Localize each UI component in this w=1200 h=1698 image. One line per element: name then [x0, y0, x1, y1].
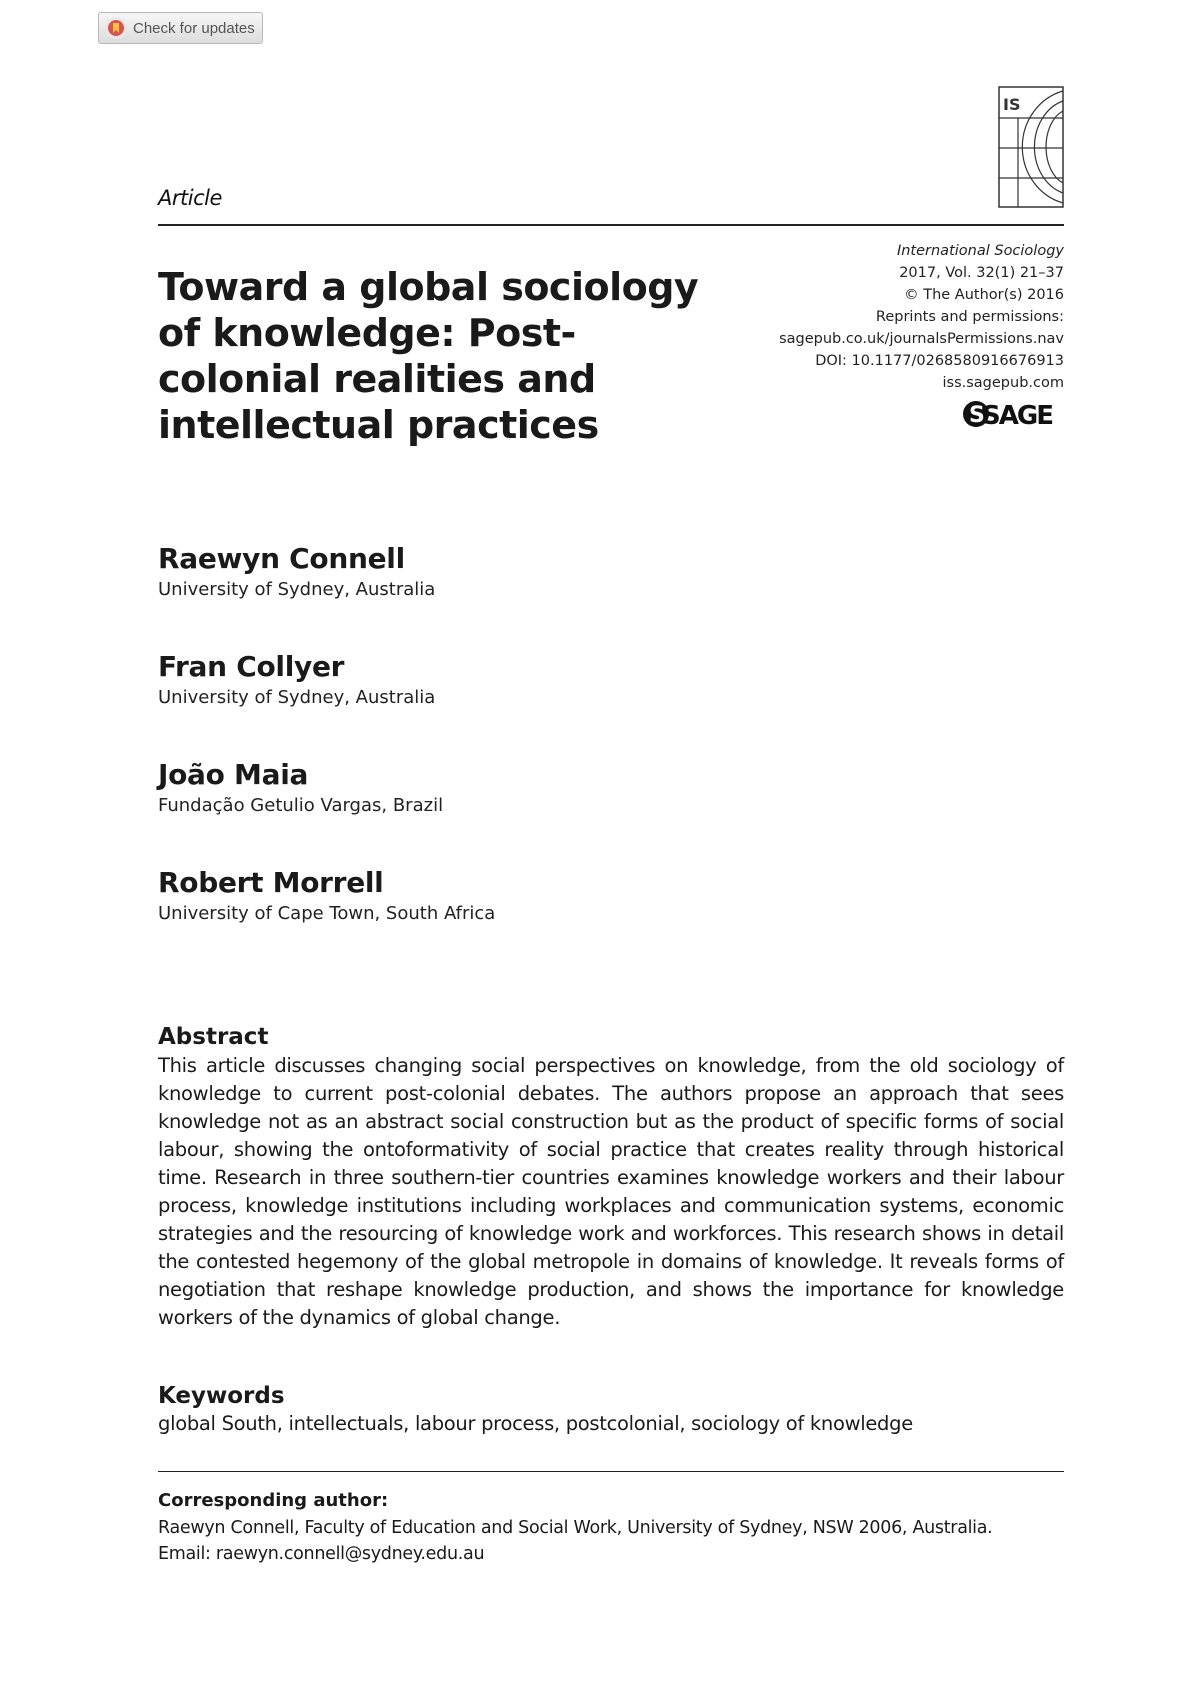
svg-text:S: S — [969, 403, 985, 428]
journal-logo — [998, 86, 1064, 208]
permissions-link[interactable]: sagepub.co.uk/journalsPermissions.nav — [779, 331, 1064, 347]
author-name: João Maia — [158, 758, 309, 791]
abstract-text: This article discusses changing social perspectives on knowledge, from the old sociology of knowledge to current post-colonial debates. The authors propose an approach that sees knowledge not as an abstract social construction but as the product of specific forms of social labour, showing the ontoformativity of social practice that creates reality through historical time. Research in three southern-tier countries examines knowledge workers and their labour process, knowledge institutions including workplaces and communication systems, economic strategies and the resourcing of knowledge work and workforces. This research shows in detail the contested hegemony of the global metropole in domains of knowledge. It reveals forms of negotiation that reshape knowledge production, and shows the importance for knowledge workers of the dynamics of global change. — [158, 1054, 1064, 1329]
keywords-heading: Keywords — [158, 1383, 285, 1409]
author-block — [158, 650, 435, 710]
journal-meta — [779, 240, 1064, 394]
author-affiliation: University of Cape Town, South Africa — [158, 903, 496, 924]
check-for-updates-button[interactable] — [98, 12, 263, 44]
crossmark-icon — [105, 17, 127, 39]
author-block — [158, 758, 443, 818]
footnote-rule — [158, 1471, 1064, 1472]
author-name: Robert Morrell — [158, 866, 384, 899]
author-affiliation: University of Sydney, Australia — [158, 579, 436, 600]
journal-name: International Sociology — [896, 243, 1064, 259]
author-block — [158, 866, 495, 926]
doi[interactable]: DOI: 10.1177/0268580916676913 — [815, 353, 1064, 369]
header-rule — [158, 224, 1064, 226]
corresponding-author-address: Raewyn Connell, Faculty of Education and Social Work, University of Sydney, NSW 2006, Australia. — [158, 1518, 993, 1538]
journal-volume: 2017, Vol. 32(1) 21–37 — [899, 265, 1064, 281]
corresponding-author-email[interactable]: Email: raewyn.connell@sydney.edu.au — [158, 1544, 485, 1564]
journal-logo-text: IS — [1003, 95, 1021, 114]
author-affiliation: Fundação Getulio Vargas, Brazil — [158, 795, 444, 816]
author-name: Raewyn Connell — [158, 542, 405, 575]
author-name: Fran Collyer — [158, 650, 345, 683]
author-affiliation: University of Sydney, Australia — [158, 687, 436, 708]
corresponding-author-heading: Corresponding author: — [158, 1490, 389, 1511]
check-for-updates-label: Check for updates — [133, 19, 255, 37]
sage-logo — [962, 398, 1064, 430]
author-block — [158, 542, 435, 602]
reprints-label: Reprints and permissions: — [875, 309, 1064, 325]
abstract-heading: Abstract — [158, 1024, 269, 1050]
article-title: Toward a global sociology of knowledge: Post-colonial realities and intellectual practices — [158, 265, 699, 447]
journal-site-link[interactable]: iss.sagepub.com — [942, 375, 1064, 391]
sage-logo-text: SAGE — [982, 401, 1052, 430]
article-type-label: Article — [158, 186, 222, 210]
keywords-text: global South, intellectuals, labour process, postcolonial, sociology of knowledge — [158, 1412, 913, 1435]
copyright: © The Author(s) 2016 — [904, 287, 1064, 303]
